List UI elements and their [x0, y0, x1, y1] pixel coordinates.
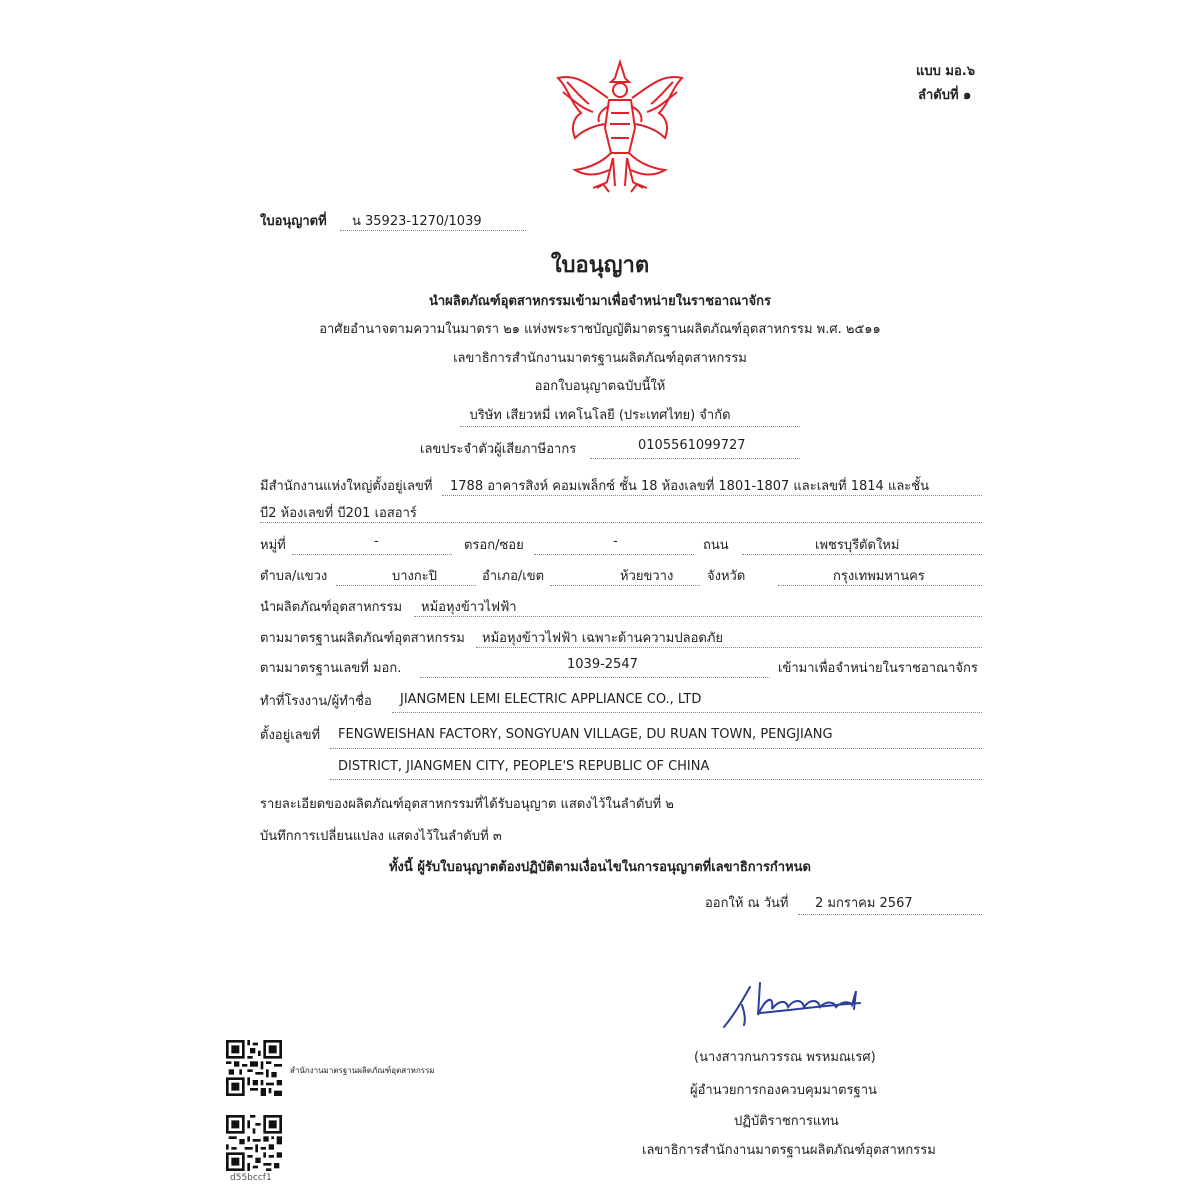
soi-value: - — [613, 534, 618, 549]
road-value: เพชรบุรีตัดใหม่ — [815, 538, 900, 553]
qr-code-icon — [226, 1040, 282, 1096]
signature-image — [720, 975, 880, 1035]
district-label: อำเภอ/เขต — [482, 569, 545, 584]
qr-code-icon — [226, 1115, 282, 1171]
province-value: กรุงเทพมหานคร — [833, 569, 925, 584]
factory-label: ทำที่โรงงาน/ผู้ทำชื่อ — [260, 694, 372, 709]
moo-value: - — [374, 534, 379, 549]
subtitle: นำผลิตภัณฑ์อุตสาหกรรมเข้ามาเพื่อจำหน่ายในราชอาณาจักร — [429, 294, 771, 309]
factory-address-line-1: FENGWEISHAN FACTORY, SONGYUAN VILLAGE, DU RUAN TOWN, PENGJIANG — [338, 727, 833, 742]
import-line: เข้ามาเพื่อจำหน่ายในราชอาณาจักร — [778, 661, 978, 676]
condition-line: ทั้งนี้ ผู้รับใบอนุญาตต้องปฏิบัติตามเงื่อนไขในการอนุญาตที่เลขาธิการกำหนด — [388, 860, 811, 875]
soi-label: ตรอก/ซอย — [464, 538, 524, 553]
license-no-label: ใบอนุญาตที่ — [260, 214, 327, 229]
signer-title: ผู้อำนวยการกองควบคุมมาตรฐาน — [690, 1083, 877, 1098]
license-no: น 35923-1270/1039 — [352, 214, 482, 229]
moo-label: หมู่ที่ — [260, 538, 286, 553]
qr-code-text: d55bccf1 — [230, 1173, 272, 1183]
company-name: บริษัท เสียวหมี่ เทคโนโลยี (ประเทศไทย) จำกัด — [469, 408, 731, 423]
changes-line: บันทึกการเปลี่ยนแปลง แสดงไว้ในลำดับที่ ๓ — [260, 829, 502, 844]
tax-id: 0105561099727 — [638, 438, 746, 453]
standard-label: ตามมาตรฐานผลิตภัณฑ์อุตสาหกรรม — [260, 631, 465, 646]
hq-address-line-2: บี2 ห้องเลขที่ บี201 เอสอาร์ — [260, 506, 417, 521]
authority-line: อาศัยอำนาจตามความในมาตรา ๒๑ แห่งพระราชบัญญัติมาตรฐานผลิตภัณฑ์อุตสาหกรรม พ.ศ. ๒๕๑๑ — [319, 322, 881, 337]
issue-line: ออกใบอนุญาตฉบับนี้ให้ — [534, 379, 666, 394]
subdistrict-value: บางกะปิ — [392, 569, 438, 584]
signer-name: (นางสาวกนกวรรณ พรหมณเรศ) — [694, 1050, 876, 1065]
secretary-line: เลขาธิการสำนักงานมาตรฐานผลิตภัณฑ์อุตสาหกรรม — [453, 351, 747, 366]
factory-address-label: ตั้งอยู่เลขที่ — [260, 728, 321, 743]
subdistrict-label: ตำบล/แขวง — [260, 569, 328, 584]
order-number: ลำดับที่ ๑ — [918, 88, 972, 103]
signer-organization: เลขาธิการสำนักงานมาตรฐานผลิตภัณฑ์อุตสาหกรรม — [642, 1143, 936, 1158]
product-value: หม้อหุงข้าวไฟฟ้า — [421, 600, 517, 615]
hq-label: มีสำนักงานแห่งใหญ่ตั้งอยู่เลขที่ — [260, 479, 433, 494]
product-label: นำผลิตภัณฑ์อุตสาหกรรม — [260, 600, 403, 615]
tax-id-label: เลขประจำตัวผู้เสียภาษีอากร — [420, 442, 577, 457]
std-no-value: 1039-2547 — [567, 657, 638, 672]
details-line: รายละเอียดของผลิตภัณฑ์อุตสาหกรรมที่ได้รับอนุญาต แสดงไว้ในลำดับที่ ๒ — [260, 797, 674, 812]
hq-address-line-1: 1788 อาคารสิงห์ คอมเพล็กซ์ ชั้น 18 ห้องเลขที่ 1801-1807 และเลขที่ 1814 และชั้น — [450, 479, 929, 494]
district-value: ห้วยขวาง — [620, 569, 674, 584]
acting-line: ปฏิบัติราชการแทน — [734, 1114, 839, 1129]
form-code: แบบ มอ.๖ — [916, 64, 975, 79]
page-title: ใบอนุญาต — [550, 253, 650, 278]
garuda-emblem-icon — [553, 58, 688, 198]
province-label: จังหวัด — [707, 569, 746, 584]
issued-label: ออกให้ ณ วันที่ — [705, 896, 789, 911]
factory-value: JIANGMEN LEMI ELECTRIC APPLIANCE CO., LTD — [400, 692, 702, 707]
std-no-label: ตามมาตรฐานเลขที่ มอก. — [260, 661, 402, 676]
road-label: ถนน — [703, 538, 729, 553]
standard-value: หม้อหุงข้าวไฟฟ้า เฉพาะด้านความปลอดภัย — [482, 631, 724, 646]
factory-address-line-2: DISTRICT, JIANGMEN CITY, PEOPLE'S REPUBLIC OF CHINA — [338, 759, 710, 774]
qr-caption: สำนักงานมาตรฐานผลิตภัณฑ์อุตสาหกรรม — [290, 1066, 435, 1075]
issued-date: 2 มกราคม 2567 — [815, 896, 913, 911]
